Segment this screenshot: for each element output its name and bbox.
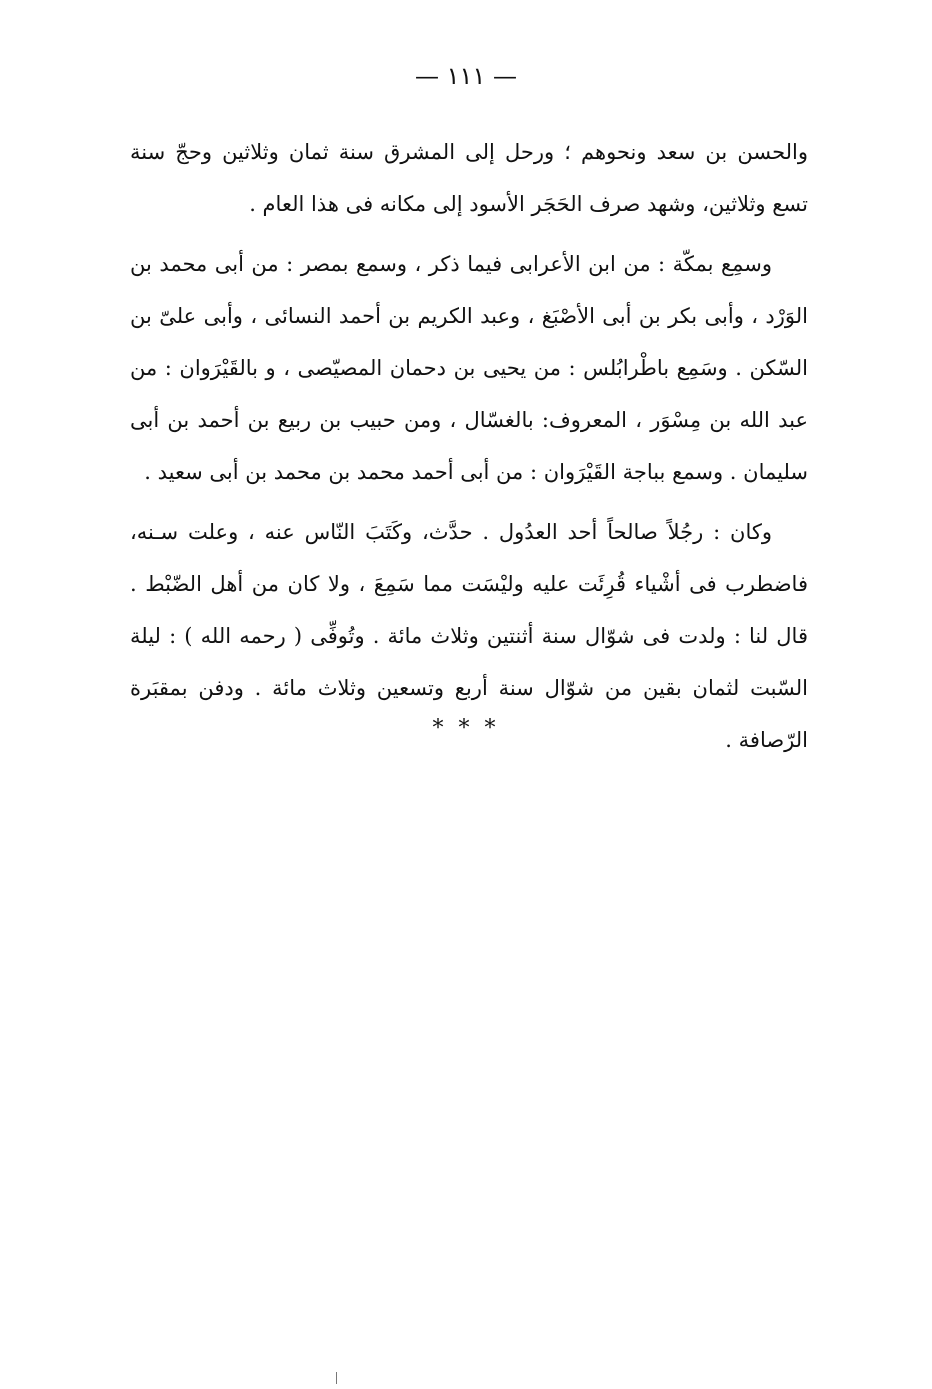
paragraph-text: وكان : رجُلاً صالحاً أحد العدُول . حدَّث، وكَتَبَ النّاس عنه ، وعلت سـنه، فاضطرب فى أشْياء قُرِئَت عليه وليْسَت مما سَمِعَ ، ولا كان من أهل الضّبْط . قال لنا : ولدت فى شوّال سنة أثنتين وثلاث مائة . وتُوفِّى ( رحمه الله ) : ليلة السّبت لثمان بقين من شوّال سنة أربع وتسعين وثلاث مائة . ودفن بمقبَرة الرّصافة . xyxy=(130,520,808,752)
paragraph-text: والحسن بن سعد ونحوهم ؛ ورحل إلى المشرق سنة ثمان وثلاثين وحجّ سنة تسع وثلاثين، وشهد صرف الحَجَر الأسود إلى مكانه فى هذا العام . xyxy=(130,140,808,216)
paragraph-2 xyxy=(130,238,808,498)
paragraph-text: وسمِع بمكّة : من ابن الأعرابى فيما ذكر ، وسمع بمصر : من أبى محمد بن الوَرْد ، وأبى بكر بن أبى الأصْبَغ ، وعبد الكريم بن أحمد النسائى ، وأبى علىّ بن السّكن . وسَمِع باطْرابُلس : من يحيى بن دحمان المصيّصى ، و بالقَيْرَوان : من عبد الله بن مِسْوَر ، المعروف: بالغسّال ، ومن حبيب بن ربيع بن أحمد بن أبى سليمان . وسمع بباجة القَيْرَوان : من أبى أحمد محمد بن محمد بن أبى سعيد . xyxy=(130,252,808,484)
scan-mark xyxy=(336,1372,337,1384)
page-number: — ١١١ — xyxy=(415,62,517,90)
section-separator: * * * xyxy=(432,716,500,741)
paragraph-1 xyxy=(130,126,808,230)
